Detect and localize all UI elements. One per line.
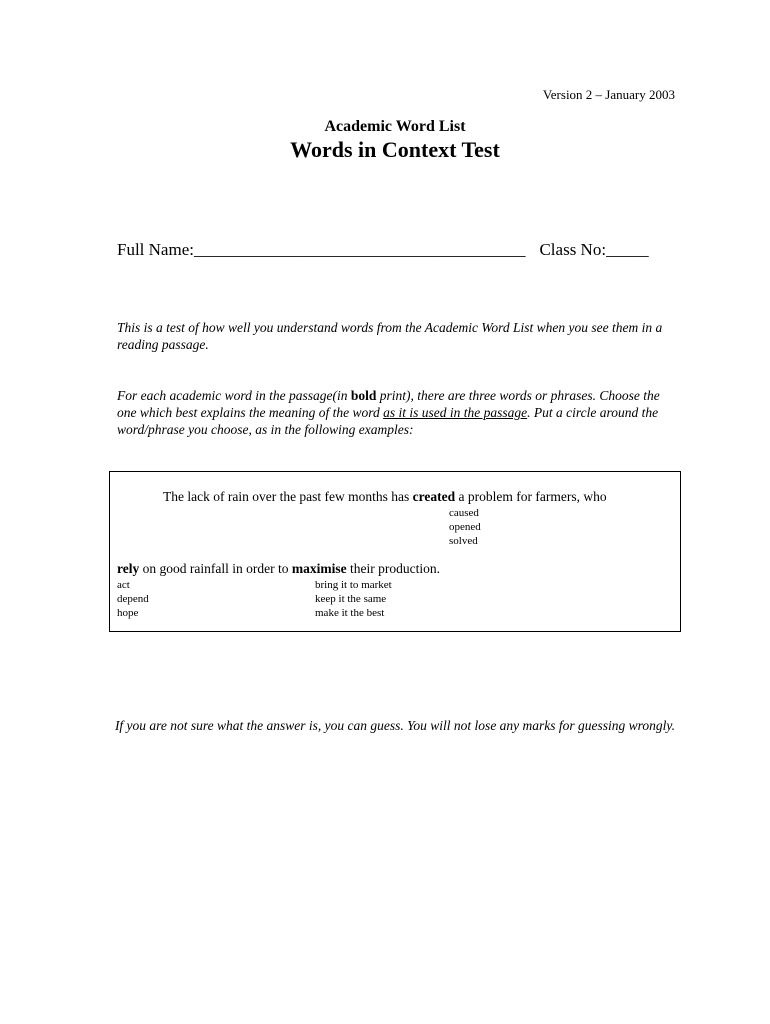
student-info-line bbox=[117, 240, 649, 260]
instructions-text-1: For each academic word in the passage(in bbox=[117, 388, 351, 403]
guessing-note: If you are not sure what the answer is, you can guess. You will not lose any marks for guessing wrongly. bbox=[114, 718, 676, 733]
example-sentence-line-1 bbox=[163, 489, 607, 505]
option-item[interactable]: bring it to market bbox=[315, 579, 392, 591]
example-text-3: on good rainfall in order to bbox=[139, 561, 292, 576]
class-number-field[interactable]: _____ bbox=[606, 240, 649, 259]
option-item[interactable]: act bbox=[117, 579, 130, 591]
word1-options bbox=[449, 506, 481, 548]
option-item[interactable]: hope bbox=[117, 607, 139, 619]
instructions-text-2: print), there are three words or phrases. Choose the one which best explains the meaning of the word bbox=[117, 388, 660, 420]
option-item[interactable]: make it the best bbox=[315, 607, 385, 619]
instructions-paragraph bbox=[117, 387, 677, 438]
option-item[interactable]: solved bbox=[449, 535, 478, 547]
intro-paragraph: This is a test of how well you understand words from the Academic Word List when you see them in a reading passage. bbox=[117, 320, 663, 352]
example-sentence-line-2 bbox=[117, 561, 440, 577]
option-item[interactable]: caused bbox=[449, 507, 479, 519]
class-number-label: Class No: bbox=[539, 240, 607, 259]
example-word-created: created bbox=[412, 489, 456, 504]
option-item[interactable]: opened bbox=[449, 521, 481, 533]
example-word-rely: rely bbox=[117, 561, 140, 576]
instructions-underlined-phrase: as it is used in the passage bbox=[383, 405, 528, 420]
example-word-maximise: maximise bbox=[291, 561, 347, 576]
instructions-text-3: . Put a circle around the word/phrase you choose, as in the following examples: bbox=[117, 405, 659, 437]
option-item[interactable]: depend bbox=[117, 593, 149, 605]
example-text-2: a problem for farmers, who bbox=[455, 489, 607, 504]
document-title: Words in Context Test bbox=[290, 137, 500, 162]
full-name-field[interactable]: _______________________________________ bbox=[193, 240, 526, 259]
option-item[interactable]: keep it the same bbox=[315, 593, 387, 605]
example-text-1: The lack of rain over the past few months has bbox=[163, 489, 413, 504]
document-subtitle: Academic Word List bbox=[324, 118, 466, 135]
instructions-bold-word: bold bbox=[350, 388, 377, 403]
full-name-label: Full Name: bbox=[117, 240, 194, 259]
word2-options bbox=[117, 578, 149, 620]
example-box bbox=[109, 471, 681, 632]
example-text-4: their production. bbox=[346, 561, 440, 576]
word3-options bbox=[315, 578, 392, 620]
version-label: Version 2 – January 2003 bbox=[542, 87, 675, 102]
